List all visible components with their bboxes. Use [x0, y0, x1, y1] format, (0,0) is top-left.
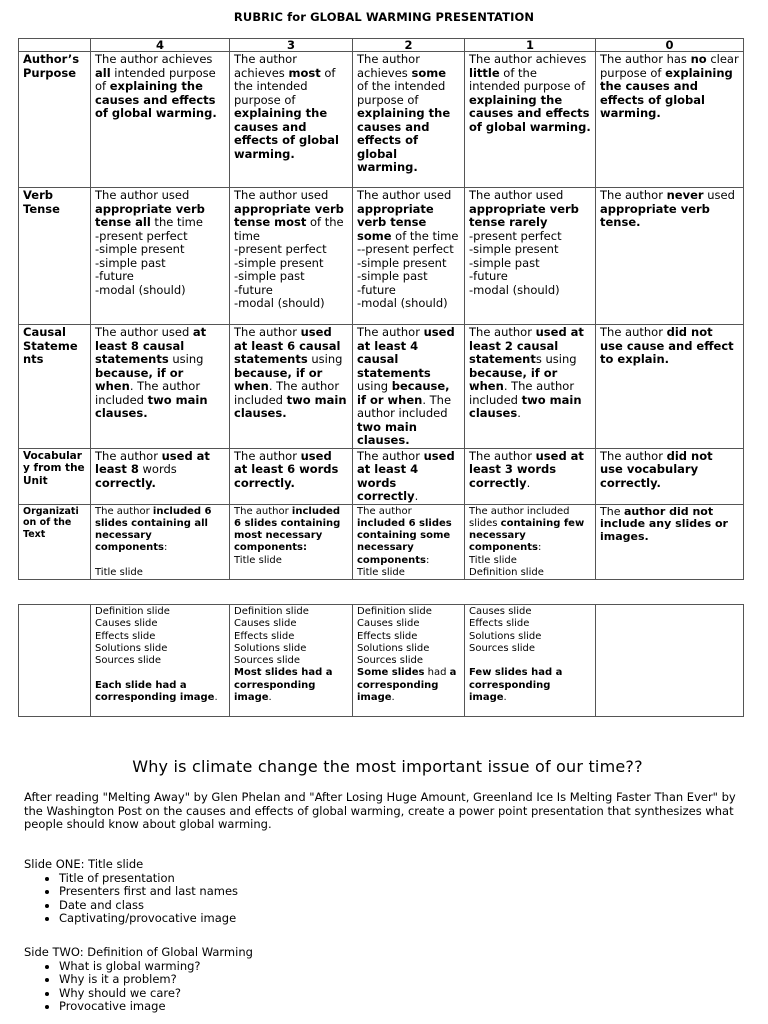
org-continued-cell-0: [596, 605, 744, 717]
org-row-header: Organizati on of the Text: [19, 504, 91, 580]
rubric-title: RUBRIC for GLOBAL WARMING PRESENTATION: [233, 10, 535, 24]
purpose-cell-2: The author achieves some of the intended purpose of explaining the causes and effects of global warming.: [353, 52, 465, 188]
tense-cell-4: The author used appropriate verb tense all the time -present perfect -simple present -simple past -future -modal (should): [91, 188, 230, 325]
list-item: • Provocative image: [59, 1000, 750, 1014]
vocab-cell-3: The author used at least 6 words correctly.: [230, 448, 353, 504]
org-continued-cell-3: Definition slide Causes slide Effects slide Solutions slide Sources slide Most slides had a corresponding image.: [230, 605, 353, 717]
list-item: • Date and class: [59, 899, 750, 913]
slide-one-label: Slide ONE: Title slide: [24, 857, 144, 871]
vocab-row-header: Vocabular y from the Unit: [19, 448, 91, 504]
header-empty-cell: [19, 39, 91, 52]
tense-cell-0: The author never used appropriate verb tense.: [596, 188, 744, 325]
list-item: • Presenters first and last names: [59, 885, 750, 899]
tense-row: [19, 188, 744, 325]
org-continued-cell-4: Definition slide Causes slide Effects slide Solutions slide Sources slide Each slide had a corresponding image.: [91, 605, 230, 717]
score-0-header: 0: [596, 39, 744, 52]
vocab-row: [19, 448, 744, 504]
causal-cell-2: The author used at least 4 causal statements using because, if or when. The author included two main clauses.: [353, 325, 465, 449]
slide-one-section: [24, 858, 750, 926]
causal-cell-1: The author used at least 2 causal statements using because, if or when. The author included two main clauses.: [465, 325, 596, 449]
vocab-cell-4: The author used at least 8 words correctly.: [91, 448, 230, 504]
purpose-row-header: Author’s Purpose: [19, 52, 91, 188]
purpose-row: [19, 52, 744, 188]
org-cell-3: The author included 6 slides containing most necessary components: Title slide: [230, 504, 353, 580]
causal-cell-3: The author used at least 6 causal statements using because, if or when. The author included two main clauses.: [230, 325, 353, 449]
causal-cell-0: The author did not use cause and effect to explain.: [596, 325, 744, 449]
rubric-table-continued: [18, 604, 744, 717]
list-item: • Title of presentation: [59, 872, 750, 886]
score-3-header: 3: [230, 39, 353, 52]
tense-cell-3: The author used appropriate verb tense most of the time -present perfect -simple present -simple past -future -modal (should): [230, 188, 353, 325]
tense-cell-1: The author used appropriate verb tense rarely -present perfect -simple present -simple past -future -modal (should): [465, 188, 596, 325]
slide-two-list: [24, 960, 750, 1014]
tense-cell-2: The author used appropriate verb tense some of the time --present perfect -simple present -simple past -future -modal (should): [353, 188, 465, 325]
org-continued-cell-1: Causes slide Effects slide Solutions slide Sources slide Few slides had a corresponding image.: [465, 605, 596, 717]
vocab-cell-0: The author did not use vocabulary correctly.: [596, 448, 744, 504]
score-1-header: 1: [465, 39, 596, 52]
slide-two-label: Side TWO: Definition of Global Warming: [24, 945, 253, 959]
purpose-cell-3: The author achieves most of the intended purpose of explaining the causes and effects of global warming.: [230, 52, 353, 188]
slide-two-section: [24, 946, 750, 1014]
score-4-header: 4: [91, 39, 230, 52]
causal-row: [19, 325, 744, 449]
list-item: • Why is it a problem?: [59, 973, 750, 987]
purpose-cell-1: The author achieves little of the intended purpose of explaining the causes and effects of global warming.: [465, 52, 596, 188]
purpose-cell-0: The author has no clear purpose of explaining the causes and effects of global warming.: [596, 52, 744, 188]
org-cell-2: The author included 6 slides containing some necessary components: Title slide: [353, 504, 465, 580]
org-cell-0: The author did not include any slides or images.: [596, 504, 744, 580]
list-item: • What is global warming?: [59, 960, 750, 974]
org-row: [19, 504, 744, 580]
vocab-cell-2: The author used at least 4 words correctly.: [353, 448, 465, 504]
org-cell-1: The author included slides containing few necessary components: Title slide Definition slide: [465, 504, 596, 580]
section-heading: Why is climate change the most important issue of our time??: [132, 757, 643, 776]
org-continued-cell-2: Definition slide Causes slide Effects slide Solutions slide Sources slide Some slides had a corresponding image.: [353, 605, 465, 717]
rubric-table: [18, 38, 744, 580]
list-item: • Why should we care?: [59, 987, 750, 1001]
tense-row-header: Verb Tense: [19, 188, 91, 325]
slide-one-list: [24, 872, 750, 926]
org-continued-header: [19, 605, 91, 717]
org-continued-row: [19, 605, 744, 717]
causal-row-header: Causal Stateme nts: [19, 325, 91, 449]
org-cell-4: The author included 6 slides containing all necessary components: Title slide: [91, 504, 230, 580]
score-2-header: 2: [353, 39, 465, 52]
purpose-cell-4: The author achieves all intended purpose of explaining the causes and effects of global warming.: [91, 52, 230, 188]
score-header-row: [19, 39, 744, 52]
list-item: • Captivating/provocative image: [59, 912, 750, 926]
causal-cell-4: The author used at least 8 causal statements using because, if or when. The author included two main clauses.: [91, 325, 230, 449]
vocab-cell-1: The author used at least 3 words correctly.: [465, 448, 596, 504]
intro-paragraph: After reading "Melting Away" by Glen Phelan and "After Losing Huge Amount, Greenland Ice Is Melting Faster Than Ever" by the Washington Post on the causes and effects of global warming, create a power point presentation that synthesizes what people should know about global warming.: [24, 790, 736, 832]
